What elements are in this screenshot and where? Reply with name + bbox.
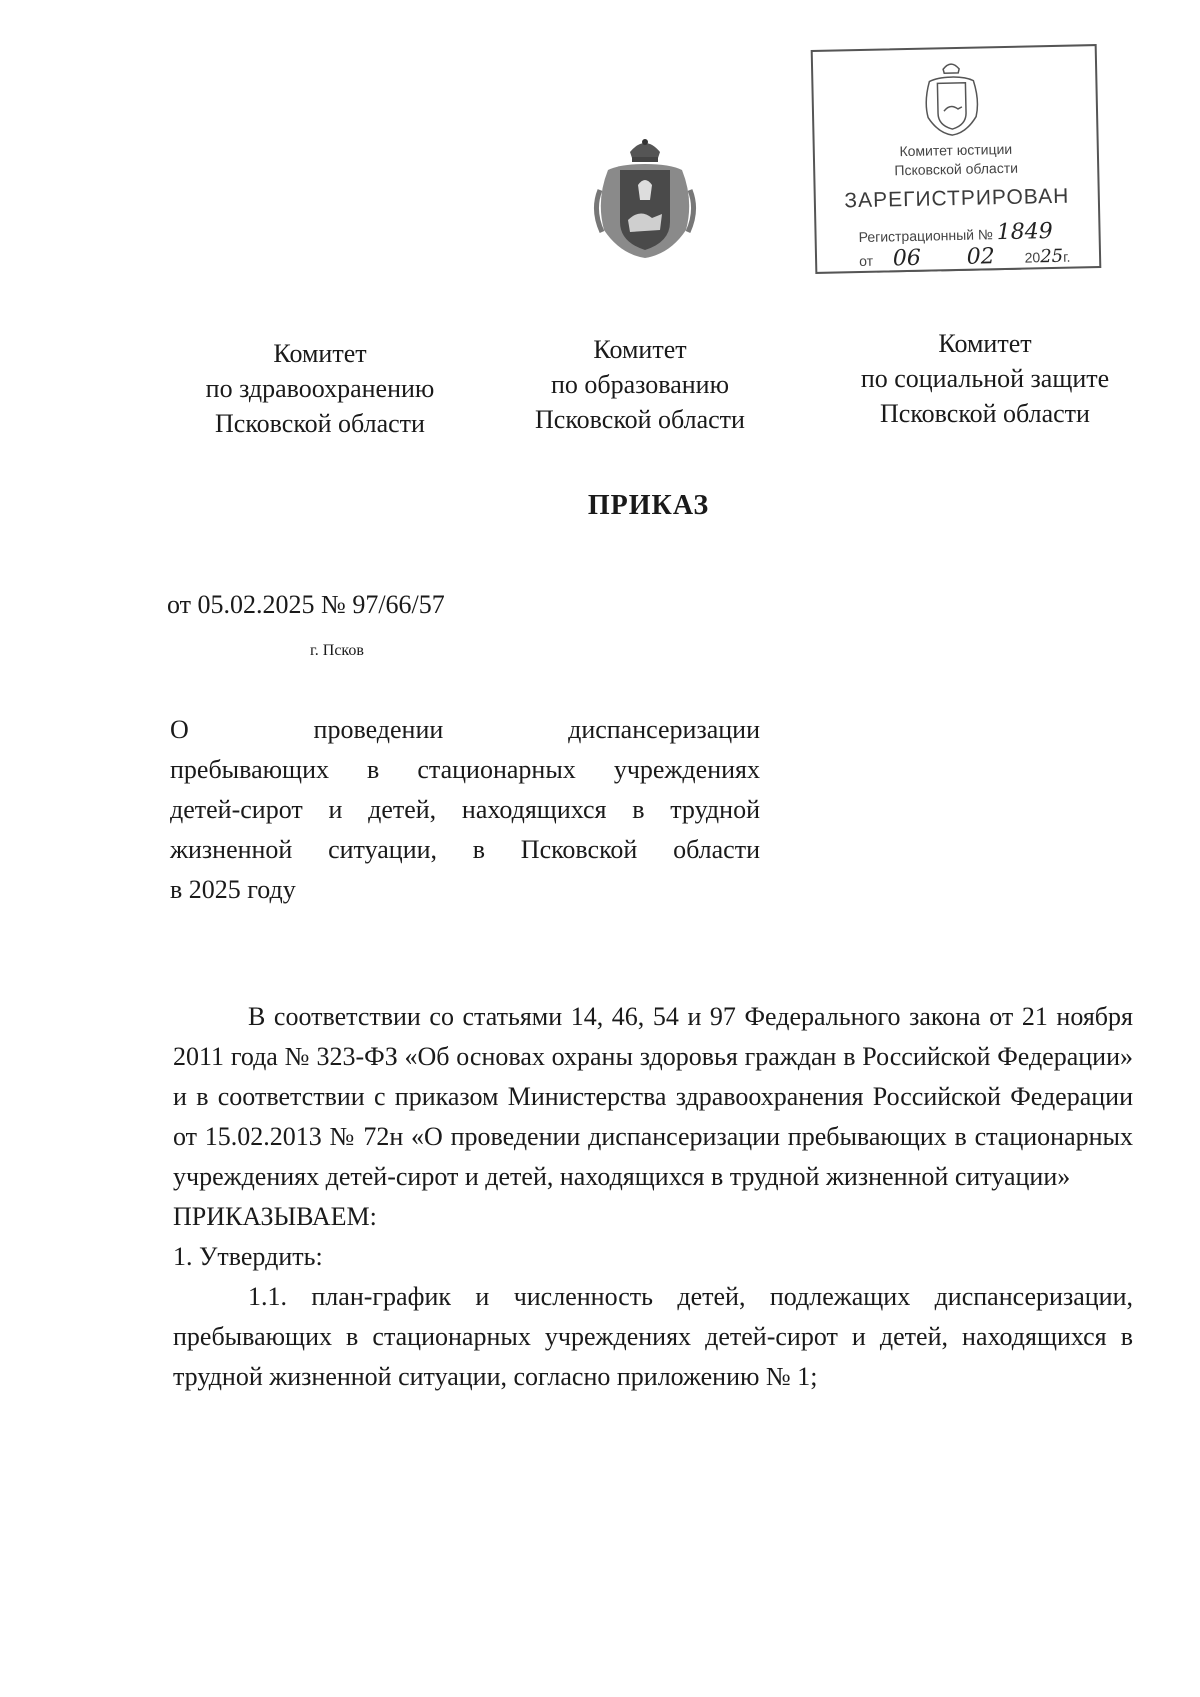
stamp-registration-date [859,243,1071,273]
order-date-number: от 05.02.2025 № 97/66/57 [167,590,445,619]
committee-education [480,332,800,437]
preamble-paragraph: В соответствии со статьями 14, 46, 54 и 97 Федерального закона от 21 ноября 2011 года № 323-ФЗ «Об основах охраны здоровья граждан в Российской Федерации» и в соответствии с приказом Министерства здравоохранения Российской Федерации от 15.02.2013 № 72н «О проведении диспансеризации пребывающих в стационарных учреждениях детей-сирот и детей, находящихся в трудной жизненной ситуации» [173,1002,1133,1191]
order-city: г. Псков [310,642,364,659]
stamp-date-prefix: от [858,252,874,270]
committee-education-line3: Псковской области [535,405,745,434]
subject-line: в 2025 году [170,875,296,904]
stamp-reg-label: Регистрационный № [858,226,994,246]
stamp-reg-number: 1849 [996,218,1054,246]
coat-of-arms-icon [590,130,700,260]
committee-social-protection [815,326,1155,431]
committee-social-line3: Псковской области [880,399,1090,428]
command-line: ПРИКАЗЫВАЕМ: [173,1202,377,1231]
order-title: ПРИКАЗ [587,490,710,521]
stamp-date-day: 06 [877,245,938,272]
subject-line: пребывающих в стационарных учреждениях [170,755,760,784]
subject-line: жизненной ситуации, в Псковской области [170,835,760,864]
subject-line: О проведении диспансеризации [170,715,760,744]
committee-health [160,336,480,441]
committee-health-line1: Комитет [273,339,367,368]
item-1: 1. Утвердить: [173,1242,323,1271]
stamp-coat-of-arms-icon [919,58,985,137]
stamp-date-suffix: г. [1062,248,1071,265]
committee-health-line2: по здравоохранению [205,374,435,403]
subject-line: детей-сирот и детей, находящихся в трудной [170,795,760,824]
order-subject [170,710,760,910]
committee-social-line1: Комитет [938,329,1032,358]
stamp-date-year-prefix: 20 [1024,249,1041,266]
stamp-status: ЗАРЕГИСТРИРОВАН [844,184,1070,213]
committee-social-line2: по социальной защите [860,364,1110,393]
stamp-authority-line1: Комитет юстиции [899,140,1013,160]
committee-education-line2: по образованию [550,370,730,399]
stamp-authority-line2: Псковской области [894,159,1019,179]
stamp-date-month: 02 [940,244,1021,272]
committee-education-line1: Комитет [593,335,687,364]
stamp-date-year: 25 [1039,245,1064,268]
registration-stamp [811,44,1102,274]
item-1-1: 1.1. план-график и численность детей, подлежащих диспансеризации, пребывающих в стационарных учреждениях детей-сирот и детей, находящихся в трудной жизненной ситуации, согласно приложению № 1; [173,1282,1133,1391]
committee-health-line3: Псковской области [215,409,425,438]
order-body [173,997,1133,1397]
